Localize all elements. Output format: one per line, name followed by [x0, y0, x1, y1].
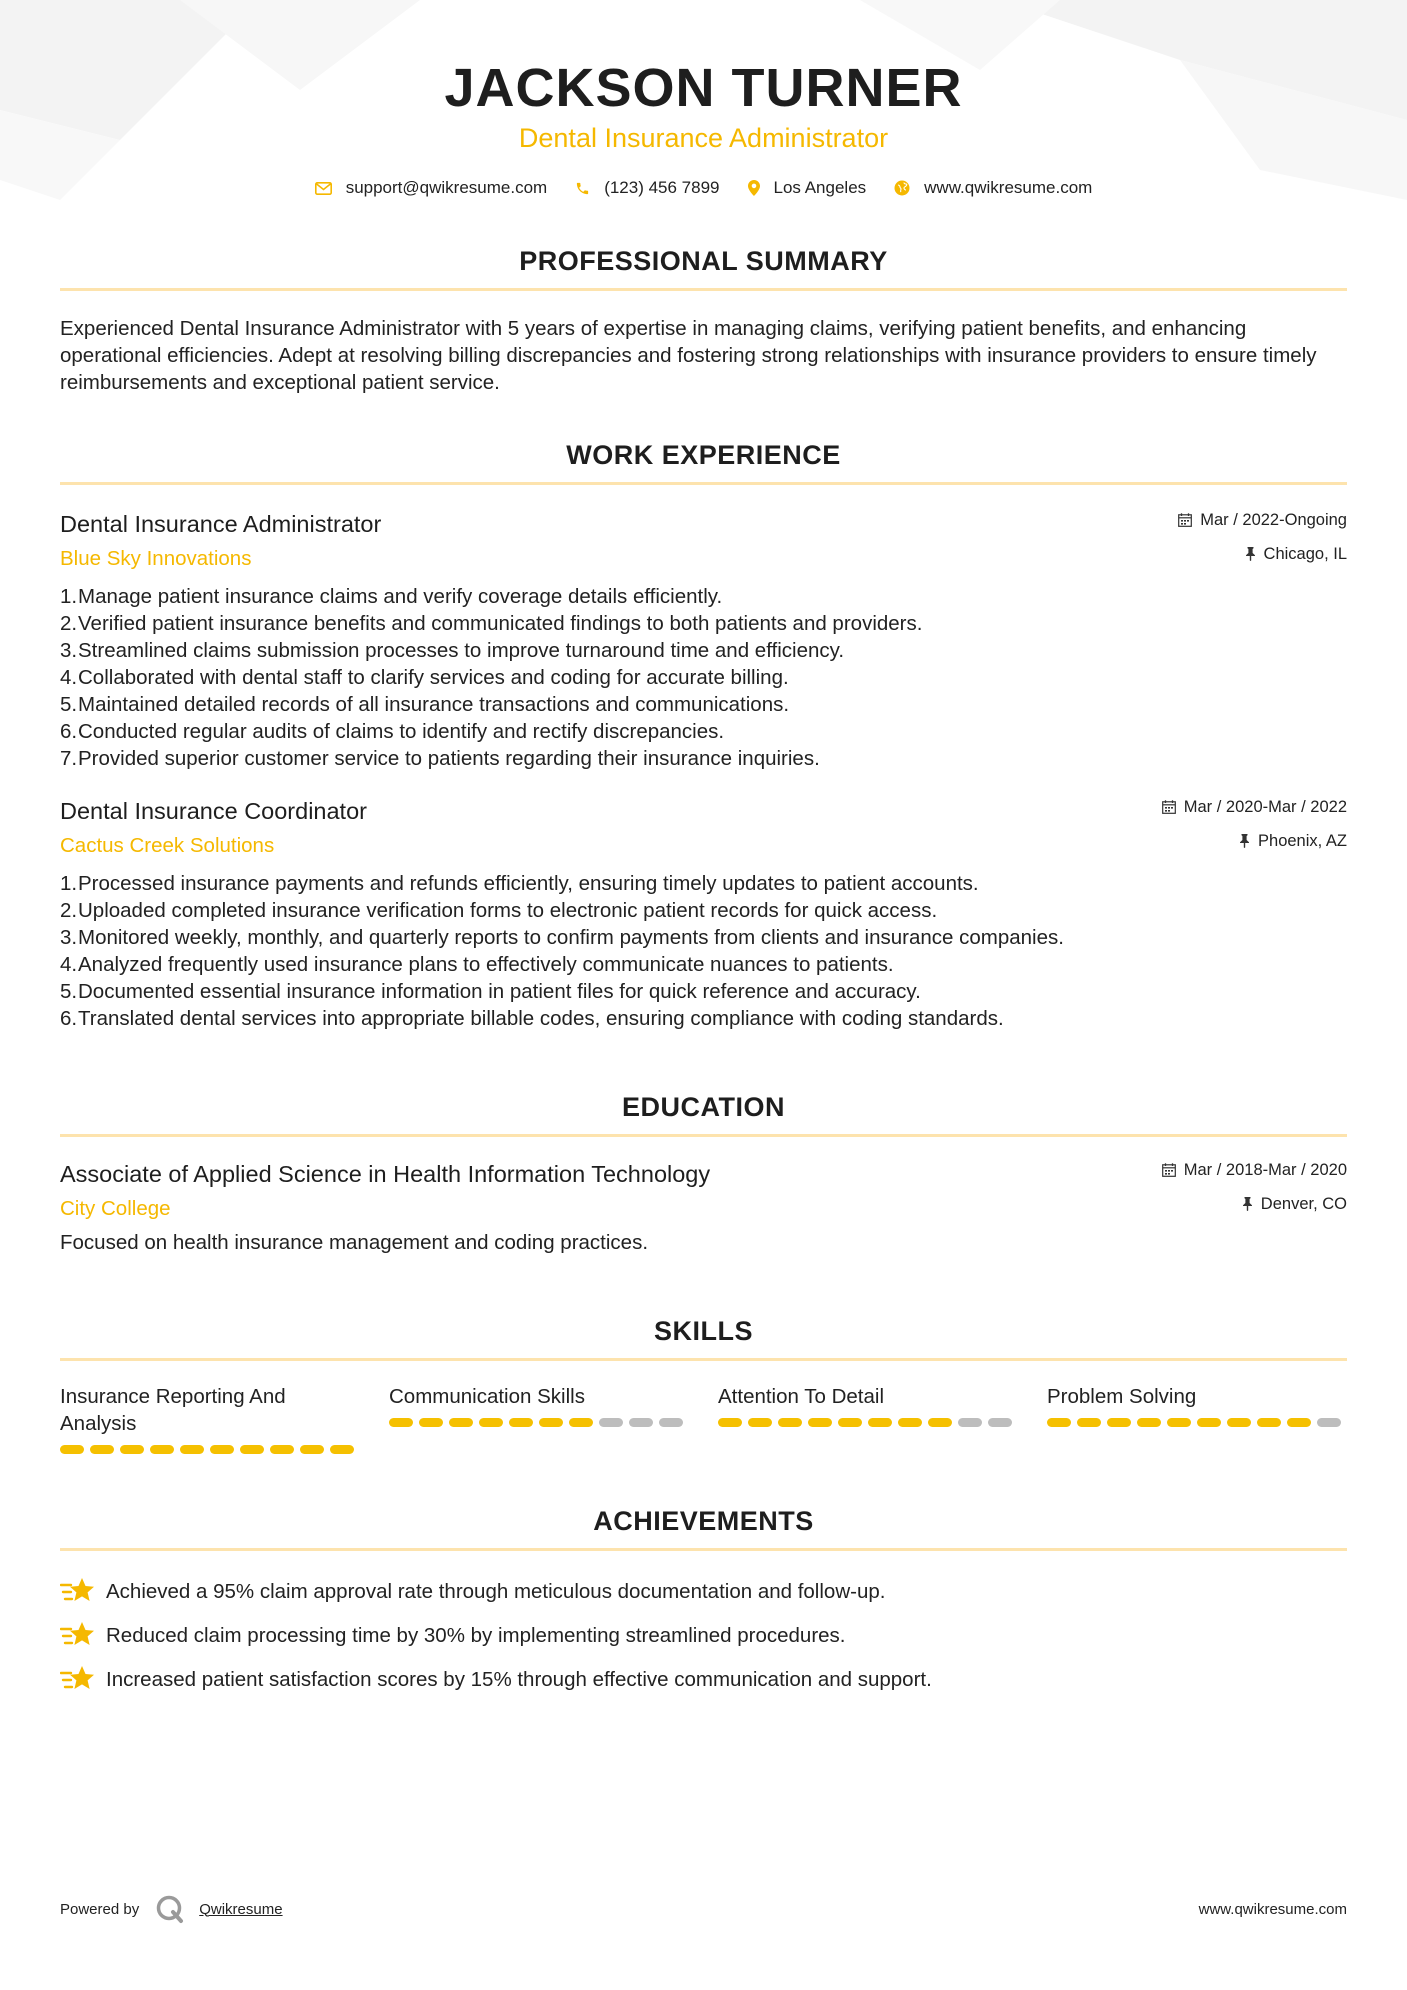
job-meta	[1162, 796, 1347, 852]
skill-segment-filled	[898, 1418, 922, 1427]
location-text: Los Angeles	[773, 178, 867, 197]
achievement-item	[60, 1573, 1347, 1609]
achievement-text: Achieved a 95% claim approval rate through meticulous documentation and follow-up.	[106, 1579, 886, 1603]
skill-segment-filled	[270, 1445, 294, 1454]
education-heading: EDUCATION	[622, 1092, 785, 1122]
education-location-row	[1162, 1193, 1347, 1215]
job-dates-row	[1178, 509, 1347, 531]
skill-segment-filled	[928, 1418, 952, 1427]
job-role: Dental Insurance Administrator	[60, 511, 382, 537]
section-divider	[60, 1134, 1347, 1137]
list-item: 6. Translated dental services into appropriate billable codes, ensuring compliance with coding standards.	[60, 1007, 1004, 1030]
powered-by-label: Powered by	[60, 1900, 140, 1918]
pushpin-icon	[1245, 547, 1256, 561]
contact-location	[748, 178, 867, 198]
skill-segment-filled	[539, 1418, 563, 1427]
skills-list	[60, 1383, 1347, 1454]
skill-segment-filled	[509, 1418, 533, 1427]
education-location: Denver, CO	[1260, 1195, 1347, 1213]
education-dates-row	[1162, 1159, 1347, 1181]
job-location-row	[1178, 543, 1347, 565]
skill-name: Problem Solving	[1047, 1385, 1197, 1408]
list-item: 2. Uploaded completed insurance verification forms to electronic patient records for quick access.	[60, 899, 938, 922]
phone-icon	[575, 181, 590, 196]
email-text: support@qwikresume.com	[345, 178, 548, 197]
contact-email[interactable]	[315, 178, 548, 198]
job-info	[60, 509, 381, 573]
skill-segment-filled	[449, 1418, 473, 1427]
skill-name: Insurance Reporting And Analysis	[60, 1385, 286, 1435]
summary-section	[60, 246, 1347, 396]
list-item: 3. Monitored weekly, monthly, and quarterly reports to confirm payments from clients and insurance companies.	[60, 926, 1064, 949]
pushpin-icon	[1242, 1197, 1253, 1211]
skill-segment-empty	[659, 1418, 683, 1427]
skill-segment-filled	[120, 1445, 144, 1454]
skill-segment-filled	[90, 1445, 114, 1454]
skill-item	[718, 1383, 1018, 1454]
skill-segment-empty	[629, 1418, 653, 1427]
phone-text: (123) 456 7899	[604, 178, 720, 197]
skill-segment-filled	[569, 1418, 593, 1427]
skill-segment-filled	[60, 1445, 84, 1454]
list-item: 1. Processed insurance payments and refunds efficiently, ensuring timely updates to patient accounts.	[60, 872, 979, 895]
work-section	[60, 440, 1347, 1032]
school-name: City College	[60, 1197, 171, 1220]
list-item: 4. Analyzed frequently used insurance plans to effectively communicate nuances to patients.	[60, 953, 894, 976]
shooting-star-icon	[60, 1576, 94, 1606]
skill-segment-filled	[838, 1418, 862, 1427]
skill-segment-filled	[150, 1445, 174, 1454]
skill-segment-filled	[1077, 1418, 1101, 1427]
job-entry	[60, 509, 1347, 772]
job-location-row	[1162, 830, 1347, 852]
skill-segment-filled	[419, 1418, 443, 1427]
brand-link[interactable]: Qwikresume	[199, 1900, 283, 1918]
footer-website-link[interactable]: www.qwikresume.com	[1198, 1900, 1347, 1918]
achievement-text: Increased patient satisfaction scores by 15% through effective communication and support.	[106, 1667, 932, 1691]
list-item: 6. Conducted regular audits of claims to identify and rectify discrepancies.	[60, 720, 725, 743]
calendar-icon	[1162, 800, 1176, 814]
work-heading: WORK EXPERIENCE	[566, 440, 841, 470]
skill-segment-filled	[210, 1445, 234, 1454]
skill-segment-filled	[389, 1418, 413, 1427]
education-header	[60, 1159, 1347, 1223]
contact-phone[interactable]	[575, 178, 719, 198]
skill-item	[389, 1383, 689, 1454]
education-info	[60, 1159, 710, 1223]
skill-level-bar	[718, 1418, 1018, 1427]
education-description: Focused on health insurance management and coding practices.	[60, 1231, 649, 1254]
section-divider	[60, 1548, 1347, 1551]
skill-segment-filled	[748, 1418, 772, 1427]
list-item: 2. Verified patient insurance benefits and communicated findings to both patients and providers.	[60, 612, 923, 635]
job-location: Chicago, IL	[1263, 545, 1347, 563]
skill-segment-filled	[1107, 1418, 1131, 1427]
education-dates: Mar / 2018-Mar / 2020	[1183, 1161, 1347, 1179]
envelope-icon	[315, 182, 332, 195]
skill-segment-filled	[778, 1418, 802, 1427]
skill-level-bar	[60, 1445, 360, 1454]
skill-segment-filled	[1227, 1418, 1251, 1427]
achievement-text: Reduced claim processing time by 30% by implementing streamlined procedures.	[106, 1623, 846, 1647]
job-info	[60, 796, 367, 860]
section-divider	[60, 288, 1347, 291]
job-meta	[1178, 509, 1347, 565]
shooting-star-icon	[60, 1664, 94, 1694]
skill-segment-filled	[1047, 1418, 1071, 1427]
section-divider	[60, 482, 1347, 485]
pushpin-icon	[1239, 834, 1250, 848]
summary-heading: PROFESSIONAL SUMMARY	[519, 246, 888, 276]
education-entry	[60, 1159, 1347, 1256]
achievement-item	[60, 1617, 1347, 1653]
skill-name: Attention To Detail	[718, 1385, 885, 1408]
candidate-name: JACKSON TURNER	[444, 58, 963, 118]
job-location: Phoenix, AZ	[1258, 832, 1347, 850]
list-item: 3. Streamlined claims submission processes to improve turnaround time and efficiency.	[60, 639, 845, 662]
summary-text: Experienced Dental Insurance Administrator with 5 years of expertise in managing claims, verifying patient benefits, and enhancing operational efficiencies. Adept at resolving billing discrepancies and fostering strong relationships with insurance providers to ensure timely reimbursements and exceptional patient service.	[60, 317, 1317, 394]
achievements-section	[60, 1506, 1347, 1697]
job-header	[60, 509, 1347, 573]
list-item: 7. Provided superior customer service to patients regarding their insurance inquiries.	[60, 747, 820, 770]
candidate-title: Dental Insurance Administrator	[518, 123, 889, 153]
achievements-list	[60, 1573, 1347, 1697]
skill-item	[60, 1383, 360, 1454]
job-company: Cactus Creek Solutions	[60, 834, 275, 857]
globe-icon	[894, 180, 910, 196]
contact-row	[60, 176, 1347, 200]
achievement-item	[60, 1661, 1347, 1697]
job-dates: Mar / 2022-Ongoing	[1200, 511, 1347, 529]
list-item: 4. Collaborated with dental staff to clarify services and coding for accurate billing.	[60, 666, 789, 689]
skill-segment-empty	[988, 1418, 1012, 1427]
skill-segment-filled	[330, 1445, 354, 1454]
skill-segment-empty	[1317, 1418, 1341, 1427]
job-role: Dental Insurance Coordinator	[60, 798, 367, 824]
calendar-icon	[1162, 1163, 1176, 1177]
page-footer	[60, 1894, 1347, 1924]
skill-segment-filled	[808, 1418, 832, 1427]
job-bullets	[60, 583, 1347, 772]
shooting-star-icon	[60, 1620, 94, 1650]
skill-name: Communication Skills	[389, 1385, 585, 1408]
education-meta	[1162, 1159, 1347, 1215]
list-item: 5. Documented essential insurance information in patient files for quick reference and accuracy.	[60, 980, 921, 1003]
calendar-icon	[1178, 513, 1192, 527]
skill-segment-filled	[1197, 1418, 1221, 1427]
skill-segment-filled	[718, 1418, 742, 1427]
resume-header	[60, 0, 1347, 200]
degree-name: Associate of Applied Science in Health Information Technology	[60, 1161, 711, 1187]
skill-level-bar	[389, 1418, 689, 1427]
skill-level-bar	[1047, 1418, 1347, 1427]
website-text: www.qwikresume.com	[924, 178, 1093, 197]
contact-website[interactable]	[894, 178, 1092, 198]
list-item: 5. Maintained detailed records of all insurance transactions and communications.	[60, 693, 790, 716]
skill-segment-filled	[240, 1445, 264, 1454]
skill-segment-empty	[958, 1418, 982, 1427]
job-bullets	[60, 870, 1347, 1032]
skill-segment-filled	[180, 1445, 204, 1454]
job-company: Blue Sky Innovations	[60, 547, 252, 570]
skill-segment-filled	[300, 1445, 324, 1454]
education-section	[60, 1092, 1347, 1256]
skill-segment-filled	[1137, 1418, 1161, 1427]
skills-heading: SKILLS	[653, 1316, 753, 1346]
skill-segment-filled	[1167, 1418, 1191, 1427]
job-header	[60, 796, 1347, 860]
skill-segment-filled	[868, 1418, 892, 1427]
skill-segment-empty	[599, 1418, 623, 1427]
job-dates-row	[1162, 796, 1347, 818]
qwikresume-logo-icon	[155, 1894, 185, 1924]
skill-item	[1047, 1383, 1347, 1454]
footer-branding	[60, 1894, 283, 1924]
list-item: 1. Manage patient insurance claims and verify coverage details efficiently.	[60, 585, 723, 608]
skill-segment-filled	[1287, 1418, 1311, 1427]
skill-segment-filled	[1257, 1418, 1281, 1427]
job-entry	[60, 796, 1347, 1032]
job-dates: Mar / 2020-Mar / 2022	[1183, 798, 1347, 816]
skill-segment-filled	[479, 1418, 503, 1427]
map-pin-icon	[748, 180, 760, 196]
section-divider	[60, 1358, 1347, 1361]
skills-section	[60, 1316, 1347, 1454]
achievements-heading: ACHIEVEMENTS	[593, 1506, 814, 1536]
